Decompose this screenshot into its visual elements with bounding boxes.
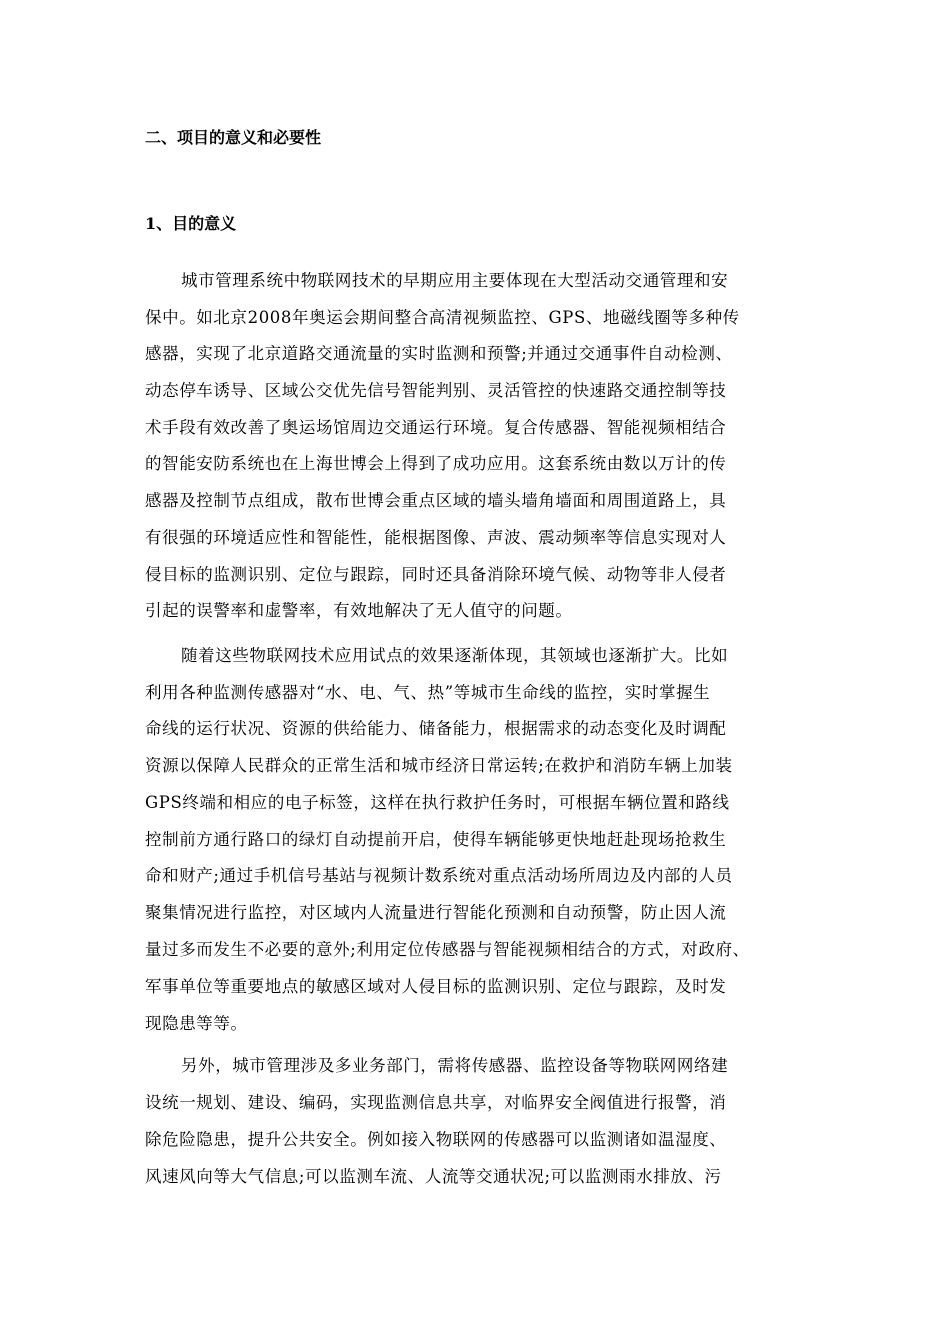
paragraph-line: 控制前方通行路口的绿灯自动提前开启，使得车辆能够更快地赶赴现场抢救生 bbox=[145, 830, 727, 849]
paragraph-line: 量过多而发生不必要的意外;利用定位传感器与智能视频相结合的方式，对政府、 bbox=[145, 940, 750, 959]
paragraph-line: 另外，城市管理涉及多业务部门，需将传感器、监控设备等物联网网络建 bbox=[181, 1056, 729, 1075]
paragraph-line: 资源以保障人民群众的正常生活和城市经济日常运转;在救护和消防车辆上加装 bbox=[145, 756, 733, 775]
paragraph-line: 术手段有效改善了奥运场馆周边交通运行环境。复合传感器、智能视频相结合 bbox=[145, 418, 727, 437]
paragraph-line: 命和财产;通过手机信号基站与视频计数系统对重点活动场所周边及内部的人员 bbox=[145, 866, 733, 885]
paragraph-line: 城市管理系统中物联网技术的早期应用主要体现在大型活动交通管理和安 bbox=[181, 271, 729, 290]
paragraph-line: GPS终端和相应的电子标签，这样在执行救护任务时，可根据车辆位置和路线 bbox=[145, 793, 730, 812]
paragraph-line: 命线的运行状况、资源的供给能力、储备能力，根据需求的动态变化及时调配 bbox=[145, 719, 727, 738]
section-heading: 二、项目的意义和必要性 bbox=[145, 128, 322, 147]
paragraph-line: 风速风向等大气信息;可以监测车流、人流等交通状况;可以监测雨水排放、污 bbox=[145, 1167, 722, 1186]
sub-heading: 1、目的意义 bbox=[145, 214, 237, 233]
paragraph-line: 侵目标的监测识别、定位与跟踪，同时还具备消除环境气候、动物等非人侵者 bbox=[145, 565, 727, 584]
paragraph-line: 利用各种监测传感器对“水、电、气、热”等城市生命线的监控，实时掌握生 bbox=[145, 683, 711, 702]
paragraph-line: 保中。如北京2008年奥运会期间整合高清视频监控、GPS、地磁线圈等多种传 bbox=[145, 308, 740, 327]
paragraph-line: 的智能安防系统也在上海世博会上得到了成功应用。这套系统由数以万计的传 bbox=[145, 454, 727, 473]
paragraph-line: 随着这些物联网技术应用试点的效果逐渐体现，其领域也逐渐扩大。比如 bbox=[181, 646, 729, 665]
paragraph-line: 设统一规划、建设、编码，实现监测信息共享，对临界安全阀值进行报警，消 bbox=[145, 1093, 727, 1112]
paragraph-line: 感器及控制节点组成，散布世博会重点区域的墙头墙角墙面和周围道路上，具 bbox=[145, 491, 727, 510]
paragraph-line: 除危险隐患，提升公共安全。例如接入物联网的传感器可以监测诸如温湿度、 bbox=[145, 1130, 727, 1149]
paragraph-line: 动态停车诱导、区域公交优先信号智能判别、灵活管控的快速路交通控制等技 bbox=[145, 381, 727, 400]
paragraph-line: 感器，实现了北京道路交通流量的实时监测和预警;并通过交通事件自动检测、 bbox=[145, 344, 733, 363]
paragraph-line: 军事单位等重要地点的敏感区域对人侵目标的监测识别、定位与跟踪，及时发 bbox=[145, 977, 727, 996]
paragraph-line: 现隐患等等。 bbox=[145, 1014, 248, 1033]
paragraph-line: 引起的误警率和虚警率，有效地解决了无人值守的问题。 bbox=[145, 601, 573, 620]
paragraph-line: 聚集情况进行监控，对区域内人流量进行智能化预测和自动预警，防止因人流 bbox=[145, 903, 727, 922]
paragraph-line: 有很强的环境适应性和智能性，能根据图像、声波、震动频率等信息实现对人 bbox=[145, 528, 727, 547]
